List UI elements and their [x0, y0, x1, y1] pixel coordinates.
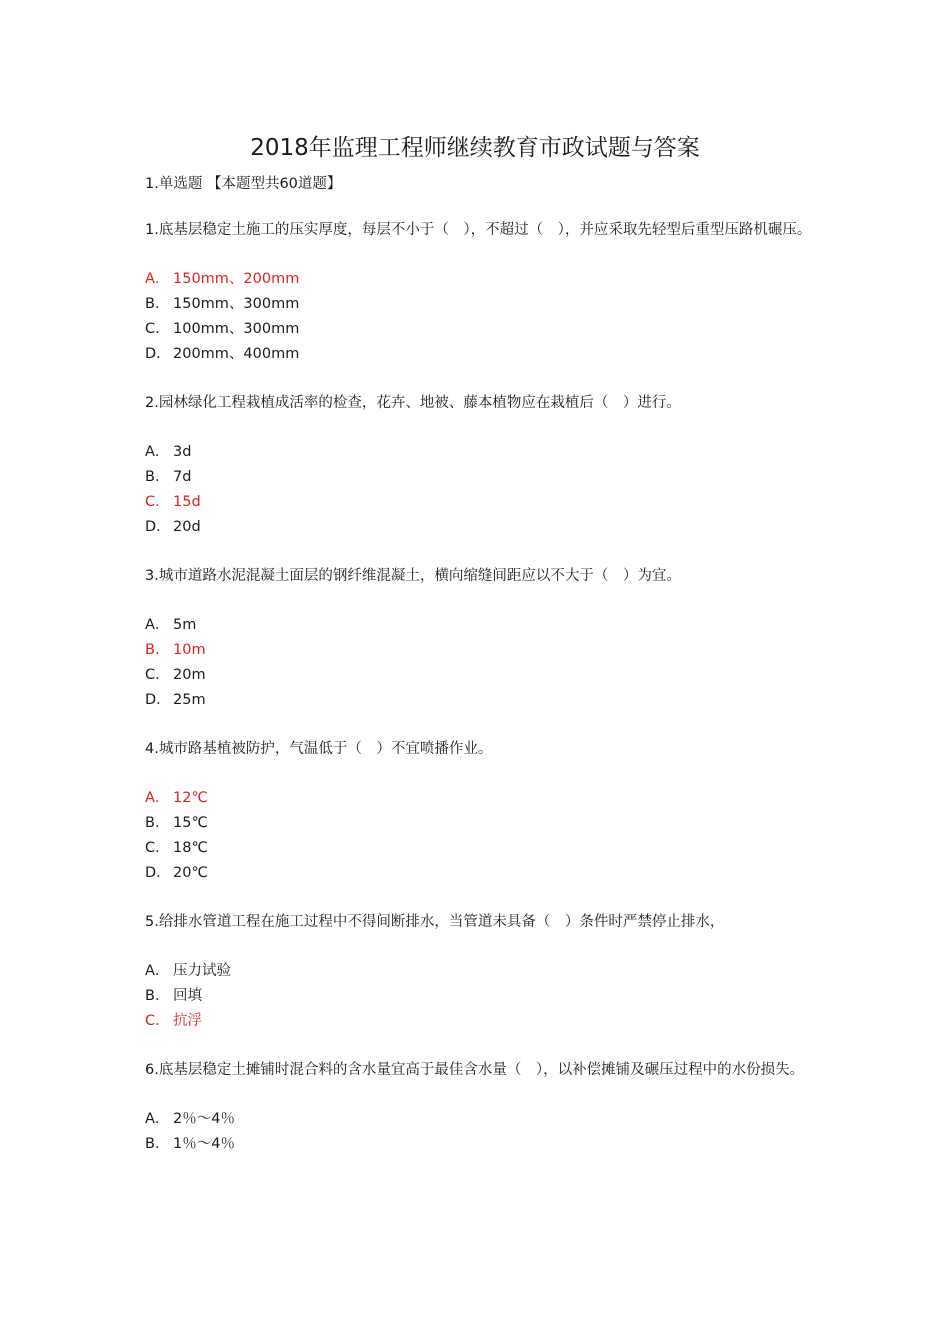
option-letter: A．	[145, 444, 170, 460]
option-letter: A．	[145, 790, 170, 806]
option-text: 抗浮	[173, 1013, 202, 1029]
option-letter: A．	[145, 963, 170, 979]
answer-option	[145, 515, 815, 540]
answer-option	[145, 613, 815, 638]
answer-option	[145, 688, 815, 713]
answer-option	[145, 1132, 815, 1157]
option-letter: D．	[145, 865, 171, 881]
option-text: 20m	[173, 667, 206, 683]
option-letter: B．	[145, 642, 170, 658]
option-text: 3d	[173, 444, 192, 460]
option-text: 200mm、400mm	[173, 346, 300, 362]
option-text: 20℃	[173, 865, 208, 881]
answer-option-correct	[145, 786, 815, 811]
question-text: 5.给排水管道工程在施工过程中不得间断排水，当管道未具备（ ）条件时严禁停止排水，	[145, 914, 725, 930]
option-letter: A．	[145, 617, 170, 633]
answer-option	[145, 811, 815, 836]
answer-option	[145, 342, 815, 367]
option-letter: C．	[145, 840, 170, 856]
option-text: 15d	[173, 494, 201, 510]
question-text: 4.城市路基植被防护，气温低于（ ）不宜喷播作业。	[145, 741, 493, 757]
option-text: 150mm、200mm	[173, 271, 300, 287]
option-text: 10m	[173, 642, 206, 658]
option-text: 回填	[173, 988, 202, 1004]
answer-option	[145, 292, 815, 317]
option-text: 18℃	[173, 840, 208, 856]
answer-option	[145, 1107, 815, 1132]
option-letter: C．	[145, 494, 170, 510]
question-text: 6.底基层稳定土摊铺时混合料的含水量宜高于最佳含水量（ ），以补偿摊铺及碾压过程中的水份损失。	[145, 1062, 805, 1078]
answer-option	[145, 440, 815, 465]
answer-option-correct	[145, 490, 815, 515]
answer-option	[145, 465, 815, 490]
option-letter: A．	[145, 271, 170, 287]
answer-option	[145, 984, 815, 1009]
option-list	[145, 267, 815, 367]
option-list	[145, 1107, 815, 1157]
question-list	[145, 218, 815, 1157]
document-page	[145, 132, 815, 1181]
option-list	[145, 440, 815, 540]
option-letter: B．	[145, 296, 170, 312]
section-heading: 1.单选题 【本题型共60道题】	[145, 176, 342, 192]
option-letter: D．	[145, 692, 171, 708]
option-text: 100mm、300mm	[173, 321, 300, 337]
answer-option	[145, 663, 815, 688]
option-letter: B．	[145, 815, 170, 831]
option-text: 25m	[173, 692, 206, 708]
option-text: 5m	[173, 617, 197, 633]
option-letter: D．	[145, 346, 171, 362]
option-letter: C．	[145, 1013, 170, 1029]
answer-option	[145, 959, 815, 984]
option-text: 12℃	[173, 790, 208, 806]
answer-option	[145, 861, 815, 886]
question-text: 3.城市道路水泥混凝土面层的钢纤维混凝土，横向缩缝间距应以不大于（ ）为宜。	[145, 568, 681, 584]
option-text: 压力试验	[173, 963, 231, 979]
answer-option-correct	[145, 638, 815, 663]
option-list	[145, 959, 815, 1034]
option-text: 20d	[173, 519, 201, 535]
answer-option-correct	[145, 267, 815, 292]
option-letter: B．	[145, 1136, 170, 1152]
option-letter: C．	[145, 667, 170, 683]
option-letter: B．	[145, 469, 170, 485]
option-text: 7d	[173, 469, 192, 485]
option-text: 1％～4％	[173, 1136, 235, 1152]
option-text: 15℃	[173, 815, 208, 831]
question-text: 2.园林绿化工程栽植成活率的检查，花卉、地被、藤本植物应在栽植后（ ）进行。	[145, 395, 681, 411]
option-letter: C．	[145, 321, 170, 337]
option-letter: B．	[145, 988, 170, 1004]
option-text: 2％～4％	[173, 1111, 235, 1127]
option-list	[145, 786, 815, 886]
document-title: 2018年监理工程师继续教育市政试题与答案	[250, 135, 700, 161]
answer-option	[145, 317, 815, 342]
answer-option	[145, 836, 815, 861]
answer-option-correct	[145, 1009, 815, 1034]
option-text: 150mm、300mm	[173, 296, 300, 312]
option-letter: A．	[145, 1111, 170, 1127]
option-letter: D．	[145, 519, 171, 535]
question-text: 1.底基层稳定土施工的压实厚度，每层不小于（ ），不超过（ ），并应采取先轻型后重型压路机碾压。	[145, 222, 812, 238]
option-list	[145, 613, 815, 713]
